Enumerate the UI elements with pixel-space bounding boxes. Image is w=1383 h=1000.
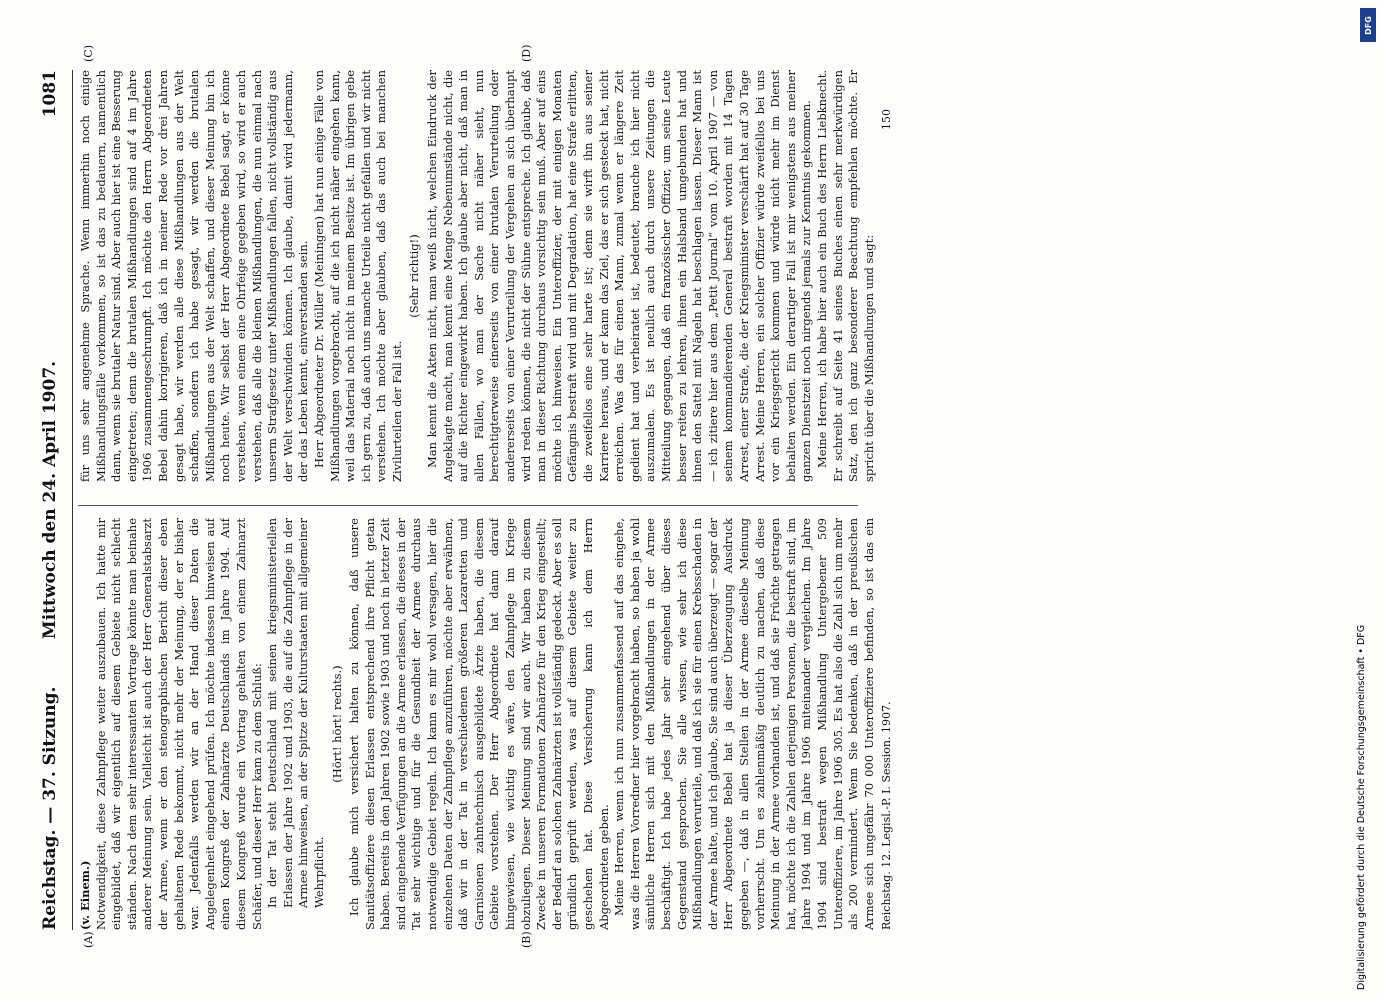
right-paragraph-4: Meine Herren, ich habe hier auch ein Buch des Herrn Liebknecht. Er schreibt auf Seite 41 seines Buches einen sehr merkwürdigen Satz, den ich ganz besonderer Beachtung empfehlen möchte. Er spricht über die Mißhandlungen und sagt: (814, 70, 876, 482)
left-paragraph-2: Ich glaube mich versichert halten zu können, daß unsere Sanitätsoffiziere diesen Erlassen entsprechend ihre Pflicht getan haben. Bereits in den Jahren 1902 sowie 1903 und noch in letzter Zeit sind eingehende Verfügungen an die Armee erlassen, die dieses in der Tat sehr wichtige und für die Gesundheit der Armee durchaus notwendige Gebiet regeln. Ich kann es mir wohl versagen, hier die einzelnen Daten der Zahnpflege anzuführen, möchte aber erwähnen, daß wir in der Tat in verschiedenen größeren Lazaretten und Garnisonen zahntechnisch ausgebildete Ärzte haben, die diesem Gebiete vorstehen. Der Herr Abgeordnete hat dann darauf hingewiesen, wie wichtig es wäre, den Zahnpflege im Kriege obzuliegen. Dieser Meinung sind wir auch. Wir haben zu diesem Zwecke in unseren Formationen Zahnärzte für den Krieg eingestellt; der Bedarf an solchen Zahnärzten ist vollständig gedeckt. Aber es soll gründlich geprüft werden, was auf diesem Gebiete weiter zu geschehen hat. Diese Versicherung kann ich dem Herrn Abgeordneten geben. (347, 518, 611, 930)
page-footer: Reichstag. 12. Legisl.-P. I. Session. 1907. (880, 701, 893, 930)
interjection-hoert: (Hört! hört! rechts.) (329, 665, 344, 783)
speaker-reference: (v. Einem.) (78, 860, 92, 930)
margin-marker-a: (A) (82, 931, 95, 948)
right-paragraph-3: Man kennt die Akten nicht, man weiß nicht, welchen Eindruck der Angeklagte macht, man kennt eine Menge Nebenumstände nicht, die auf die Richter eingewirkt haben. Ich glaube aber nicht, daß man in allen Fällen, wo man der Sache nicht näher sieht, nun berechtigterweise einerseits von einer brutalen Verurteilung oder andererseits von einer Verurteilung der Vergehen an sich überhaupt wird reden können, die nicht der Sühne entspreche. Ich glaube, daß man in dieser Richtung durchaus vorsichtig sein muß. Aber auf eins möchte ich hinweisen. Ein Unteroffizier, der mit einigen Monaten Gefängnis bestraft wird und mit Degradation, hat eine Strafe erlitten, die zweifellos eine sehr harte ist; denn sie wirft ihn aus seiner Karriere heraus, und er kann das Ziel, das er sich gesteckt hat, nicht erreichen. Was das für einen Mann, zumal wenn er längere Zeit gedient hat und verheiratet ist, bedeutet, brauche ich hier nicht auszumalen. Es ist neulich auch durch unsere Zeitungen die Mitteilung gegangen, daß ein französischer Offizier, um seine Leute besser reiten zu lehren, ihnen ein Halsband umgebunden hat und ihnen den Sattel mit Nägeln hat beschlagen lassen. Dieser Mann ist — ich zitiere hier aus dem „Petit Journal“ vom 10. April 1907 — von seinem kommandierenden General bestraft worden mit 14 Tagen Arrest, einer Strafe, die der Kriegsminister verschärft hat auf 30 Tage Arrest. Meine Herren, ein solcher Offizier würde zweifellos bei uns vor ein Kriegsgericht kommen und würde nicht mehr im Dienst behalten werden. Ein derartiger Fall ist mir wenigstens aus meiner ganzen Dienstzeit noch nirgends jemals zur Kenntnis gekommen. (425, 70, 814, 482)
left-paragraph-1: Notwendigkeit, diese Zahnpflege weiter auszubauen. Ich hatte mir eingebildet, daß wir eigentlich auf diesem Gebiete nicht schlecht ständen. Nach dem sehr interessanten Vortrage könnte man beinahe anderer Meinung sein. Vielleicht ist auch der Herr Generalstabsarzt der Armee, wenn er den stenographischen Bericht dieser eben gehaltenen Rede bekommt, nicht mehr der Meinung, der er bisher war. Jedenfalls werden wir an der Hand dieser Daten die Angelegenheit eingehend prüfen. Ich möchte indessen hinweisen auf einen Kongreß der Zahnärzte Deutschlands im Jahre 1904. Auf diesem Kongreß wurde ein Vortrag gehalten von einem Zahnarzt Schäfer, und dieser Herr kam zu dem Schluß: (93, 518, 264, 930)
right-quote (877, 70, 878, 460)
header-page-number: 1081 (40, 70, 60, 118)
interjection-sehr-richtig: (Sehr richtig!) (407, 234, 422, 318)
left-column (78, 518, 878, 930)
left-quote: In der Tat steht Deutschland mit seinen kriegsministeriellen Erlassen der Jahre 1902 und 1903, die auf die Zahnpflege in der Armee hinweisen, an der Spitze der Kulturstaaten mit allgemeiner Wehrpflicht. (265, 518, 326, 908)
margin-marker-b: (B) (520, 931, 533, 948)
credit-text: Digitalisierung gefördert durch die Deutsche Forschungsgemeinschaft • DFG (1356, 624, 1367, 990)
dfg-logo-text: DFG (1363, 15, 1373, 35)
header-date: Mittwoch den 24. April 1907. (40, 360, 60, 640)
right-paragraph-2: Herr Abgeordneter Dr. Müller (Meiningen) hat nun einige Fälle von Mißhandlungen vorgebracht, auf die ich nicht näher eingehen kann, weil das Material noch nicht in meinem Besitze ist. Im übrigen gebe ich gern zu, daß auch uns manche Urteile nicht gefallen und wir nicht verstehen. Ich möchte aber glauben, daß das auch bei manchen Zivilurteilen der Fall ist. (311, 70, 404, 482)
margin-marker-c: (C) (82, 45, 95, 62)
signature-number: 150 (880, 109, 893, 130)
right-column (78, 70, 878, 482)
column-divider (78, 505, 858, 506)
left-paragraph-3: Meine Herren, wenn ich nun zusammenfassend auf das eingehe, was die Herren Vorredner hier vorgebracht haben, so haben ja wohl sämtliche Herren sich mit den Mißhandlungen in der Armee beschäftigt. Ich habe jedes Jahr sehr eingehend über dieses Gegenstand gesprochen. Sie alle wissen, wie sehr ich diese Mißhandlungen verurteile, und daß ich sie für einen Krebsschaden in der Armee halte, und ich glaube, Sie sind auch überzeugt — sogar der Herr Abgeordnete Bebel hat ja dieser Überzeugung Ausdruck gegeben —, daß in allen Stellen in der Armee dieselbe Meinung vorherrscht. Um es zahlenmäßig deutlich zu machen, daß diese Meinung in der Armee vorhanden ist, und daß sie Früchte getragen hat, möchte ich die Zahlen derjenigen Personen, die bestraft sind, im Jahre 1904 und im Jahre 1906 miteinander vergleichen. Im Jahre 1904 sind bestraft wegen Mißhandlung Untergebener 509 Unteroffiziere, im Jahre 1906 305. Es hat also die Zahl sich um mehr als 200 vermindert. Wenn Sie bedenken, daß in der preußischen Armee sich ungefähr 70 000 Unteroffiziere befinden, so ist das ein (612, 518, 876, 930)
dfg-logo (1360, 8, 1376, 42)
margin-marker-d: (D) (520, 44, 533, 62)
right-paragraph-1: für uns sehr angenehme Sprache. Wenn immerhin noch einige Mißhandlungsfälle vorkommen, so ist das zu bedauern, namentlich dann, wenn sie brutaler Natur sind. Aber auch hier ist eine Besserung eingetreten; denn die brutalen Mißhandlungen sind auf 4 im Jahre 1906 zusammengeschrumpft. Ich möchte den Herrn Abgeordneten Bebel dahin korrigieren, daß ich in meiner Rede vor drei Jahren gesagt habe, wir werden alle diese Mißhandlungen aus der Welt schaffen, sondern ich habe gesagt, wir werden die brutalen Mißhandlungen aus der Welt schaffen, und dieser Meinung bin ich noch heute. Wir selbst der Herr Abgeordnete Bebel sagt, er könne verstehen, wenn einem eine Ohrfeige gegeben wird, so wird er auch verstehen, daß alle die kleinen Mißhandlungen, die nun einmal nach unserm Strafgesetz unter Mißhandlungen fallen, nicht vollständig aus der Welt verschwinden können. Ich glaube, damit wird jedermann, der das Leben kennt, einverstanden sein. (78, 70, 311, 482)
digitization-credit (1352, 370, 1372, 990)
header-divider (72, 70, 73, 930)
page-header (40, 70, 70, 930)
header-session: Reichstag. — 37. Sitzung. (40, 686, 60, 930)
